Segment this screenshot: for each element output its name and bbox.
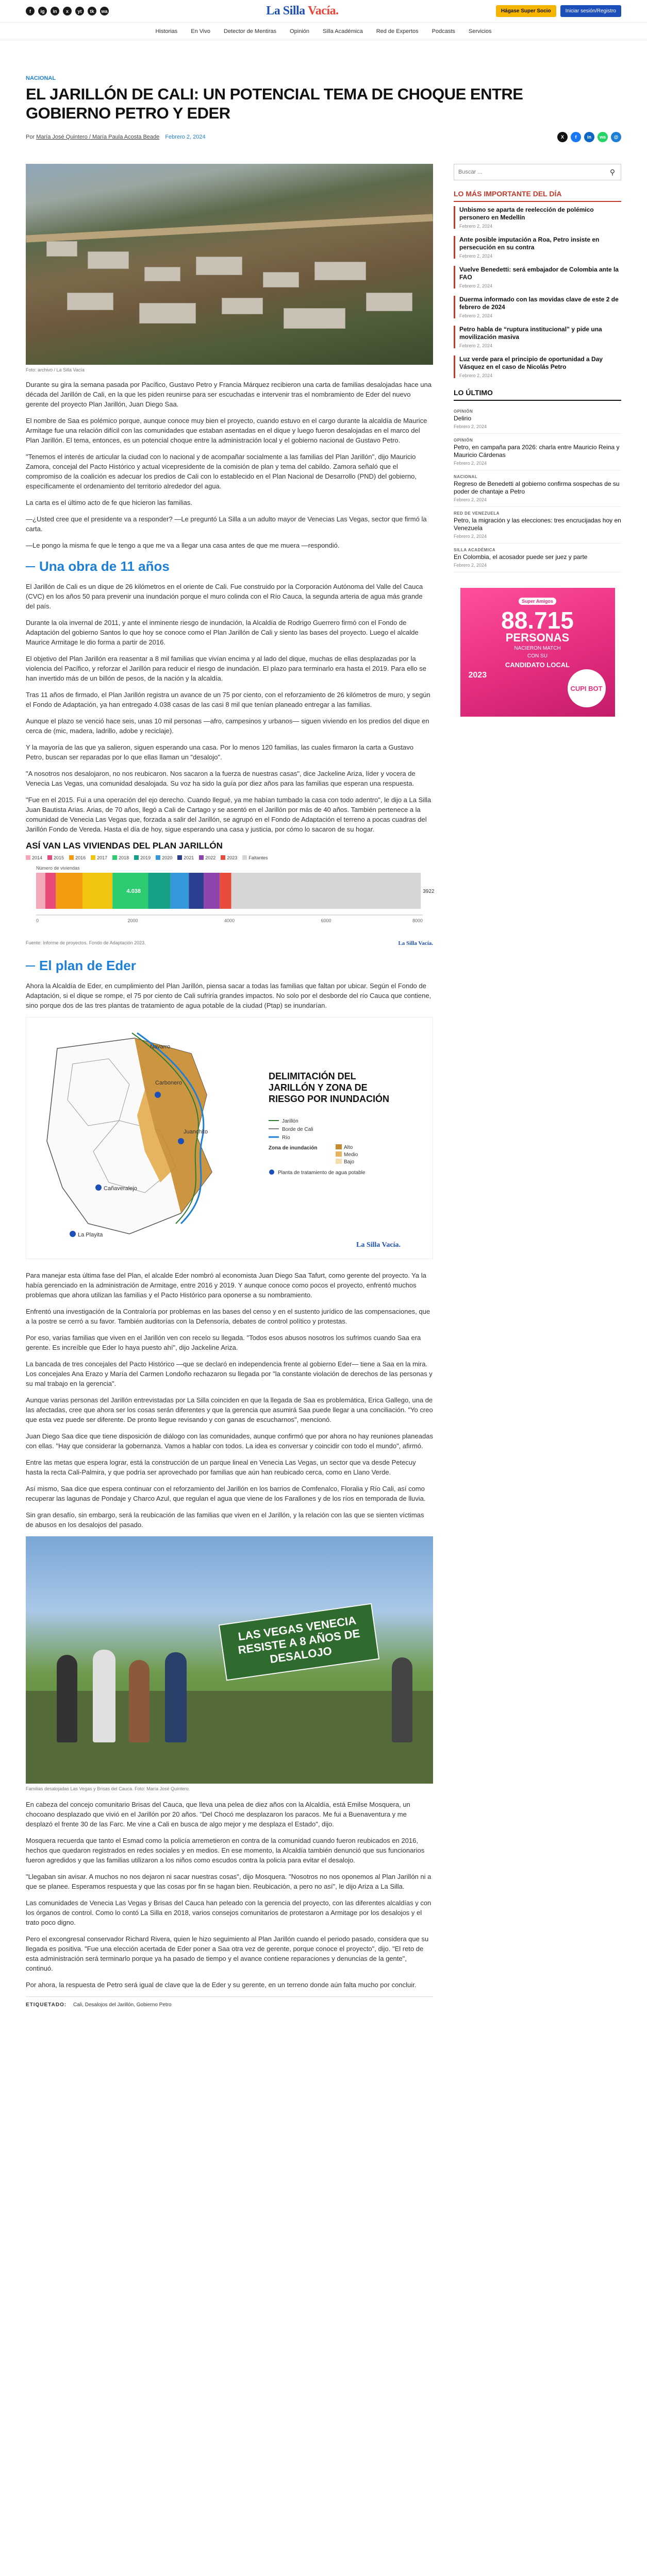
search-box (454, 164, 621, 180)
ad-word: PERSONAS (505, 631, 570, 644)
paragraph: Aunque varias personas del Jarillón entrevistadas por La Silla coinciden en que la llegada de Saa es problemática, Erica Gallego, una de las afectadas, cree que ahora ser los cosas serán diferentes y que la gerencia que asumirá Saa puede llegar a una conciliación. "Yo creo que esta vez puede ser diferente. De pronto llegue revisando y con ganas de escucharnos", mencionó. (26, 1396, 433, 1423)
main-nav (0, 23, 647, 40)
map-label: Juanchito (184, 1129, 208, 1135)
paragraph: Para manejar esta última fase del Plan, el alcalde Eder nombró al economista Juan Diego Saa Tafurt, como gerente del proyecto. Ya la había gerenciado en la administración de Armitage, entre 2016 y 2019. Y aunque conoce como pocos el proyecto, enfrentó muchos problemas que ahora utilizan las familias y el Pacto Histórico para oponerse a su nombramiento. (26, 1272, 426, 1299)
important-item-title: Petro habla de “ruptura institucional” y pide una movilización masiva (459, 326, 602, 341)
latest-item-title: Regreso de Benedetti al gobierno confirma sospechas de su poder de chantaje a Petro (454, 480, 620, 495)
chart-bar-label: 4.038 (126, 888, 141, 894)
paragraph: Durante la ola invernal de 2011, y ante el inminente riesgo de inundación, la Alcaldía de Rodrigo Guerrero firmó con el Fondo de Adaptación del gobierno Santos lo que hoy se conoce como el Plan Jarillón de Cali y siento las bases del proyecto. Luego el alcalde Maurice Armitage le dio forma a partir de 2016. (26, 619, 419, 646)
latest-item-date: Febrero 2, 2024 (454, 424, 487, 429)
section-heading-plan: El plan de Eder (26, 958, 433, 974)
hero-photo (26, 164, 433, 365)
svg-text:Alto: Alto (344, 1145, 353, 1150)
x-icon[interactable]: x (63, 7, 72, 15)
tags-list[interactable]: Cali, Desalojos del Jarillón, Gobierno Petro (73, 2002, 172, 2008)
important-item-title: Vuelve Benedetti: será embajador de Colombia ante la FAO (459, 266, 619, 281)
latest-item[interactable] (454, 544, 621, 572)
paragraph: "A nosotros nos desalojaron, no nos reubicaron. Nos sacaron a la fuerza de nuestras casas", dice Jackeline Ariza, líder y vocera de Venecia Las Vegas, una comunidad desalojada. Su voz ha sido la guía por diez años para las familias que esperan una respuesta. (26, 770, 416, 787)
important-item-date: Febrero 2, 2024 (459, 343, 493, 348)
search-input[interactable] (454, 164, 604, 180)
paragraph: Por eso, varias familias que viven en el Jarillón ven con recelo su llegada. "Todos esos abusos nosotros los sufrimos cuando Saa era gerente. Es increíble que Eder lo haya puesto ahí", dijo Jackeline Ariza. (26, 1334, 421, 1351)
paragraph: El Jarillón de Cali es un dique de 26 kilómetros en el oriente de Cali. Fue construido por la Corporación Autónoma del Valle del Cauca (CVC) en los años 50 para prevenir una inundación porque el muro colinda con el Río Cauca, la segunda arteria de agua más grande del país. (26, 583, 423, 610)
latest-item-date: Febrero 2, 2024 (454, 461, 487, 466)
paragraph: Juan Diego Saa dice que tiene disposición de diálogo con las comunidades, aunque confirmó que por ahora no hay reuniones planeadas con ellas. "Hay que considerar la gobernanza. Vamos a hablar con todos. La idea es conversar y coincidir con todo el mundo", afirmó. (26, 1432, 433, 1450)
svg-text:Jarillón: Jarillón (282, 1118, 298, 1124)
share-whatsapp-icon[interactable]: wa (598, 132, 608, 142)
chart-title: ASÍ VAN LAS VIVIENDAS DEL PLAN JARILLÓN (26, 841, 223, 851)
chart-tick-label: 0 (36, 918, 39, 923)
ad-line1: NACIERON MATCH (514, 646, 561, 651)
legend-entry: 2022 (199, 855, 215, 860)
site-logo[interactable] (266, 4, 338, 18)
svg-text:La Silla Vacía.: La Silla Vacía. (356, 1241, 401, 1249)
whatsapp-icon[interactable]: wa (100, 7, 109, 15)
protest-photo (26, 1536, 433, 1784)
byline (26, 132, 621, 142)
photo-banner: LAS VEGAS VENECIA RESISTE A 8 AÑOS DE DESALOJO (219, 1603, 379, 1681)
important-item-title: Ante posible imputación a Roa, Petro insiste en persecución en su contra (459, 236, 600, 251)
map-label: Cañaveralejo (104, 1185, 137, 1192)
nav-opinion[interactable]: Opinión (290, 28, 310, 35)
paragraph: "Llegaban sin avisar. A muchos no nos dejaron ni sacar nuestras cosas", dijo Mosquera. "Nosotros no nos oponemos al Plan Jarillón ni a que se planee. Esperamos respuesta y que las cosas por fin se hagan bien. Reubicación, a pero no así", le dijo Ariza a La Silla. (26, 1873, 432, 1890)
chart-bar-segment (56, 873, 82, 909)
latest-item-title: Petro, en campaña para 2026: charla entre Mauricio Reina y Mauricio Cárdenas (454, 444, 620, 459)
jarillon-map (26, 1017, 433, 1259)
important-item-title: Duerma informado con las movidas clave de este 2 de febrero de 2024 (459, 296, 619, 311)
nav-podcasts[interactable]: Podcasts (432, 28, 455, 35)
important-item-date: Febrero 2, 2024 (459, 283, 493, 289)
facebook-icon[interactable]: f (26, 7, 35, 15)
important-item-title: Unbismo se aparta de reelección de polémico personero en Medellín (459, 206, 594, 221)
important-item[interactable] (454, 296, 621, 318)
chart-tick-label: 6000 (321, 918, 331, 923)
chart-tick-label: 8000 (412, 918, 423, 923)
latest-item-kicker: OPINIÓN (454, 409, 473, 414)
map-title: JARILLÓN Y ZONA DE (269, 1082, 368, 1093)
important-list (454, 206, 621, 378)
important-item-title: Luz verde para el principio de oportunidad a Day Vásquez en el caso de Nicolás Petro (459, 355, 603, 370)
share-email-icon[interactable]: @ (611, 132, 621, 142)
nav-silla-academica[interactable]: Silla Académica (323, 28, 363, 35)
section-heading-obra: Una obra de 11 años (26, 558, 433, 574)
paragraph: Sin gran desafío, sin embargo, será la reubicación de las familias que viven en el Jarillón, y la relación con las que se sienten víctimas de abusos en los desalojos del pasado. (26, 1511, 424, 1529)
author-links[interactable]: María José Quintero / María Paula Acosta Beade (36, 134, 160, 140)
paragraph: Así mismo, Saa dice que espera continuar con el reforzamiento del Jarillón en los barrios de Comfenalco, Floralia y Río Cali, así como recuperar las lagunas de Pondaje y Charco Azul, que regulan el agua que viene de los Farallones y de los ríos en temporada de lluvia. (26, 1485, 426, 1502)
important-item[interactable] (454, 355, 621, 378)
article-header (0, 75, 647, 142)
share-buttons (557, 132, 621, 142)
chart-bar-segment (231, 873, 421, 909)
important-item-date: Febrero 2, 2024 (459, 253, 493, 259)
paragraph: Durante su gira la semana pasada por Pacífico, Gustavo Petro y Francia Márquez recibieron una carta de familias desalojadas hace una década del Jarillón de Cali, en la que les piden reunirse para ser escuchadas e intervenir tras el nombramiento de Eder del nuevo gerente del proyecto Plan Jarillón, Juan Diego Saa. (26, 381, 432, 408)
paragraph: La bancada de tres concejales del Pacto Histórico —que se declaró en independencia frente al gobierno Eder— tiene a Saa en la mira. Los concejales Ana Erazo y María del Carmen Londoño rechazaron su llegada por "la constante violación de derechos de las personas y su mal trabajo en la gerencia". (26, 1360, 433, 1387)
nav-detector[interactable]: Detector de Mentiras (224, 28, 277, 35)
map-label: Carbonero (155, 1080, 182, 1086)
svg-text:Río: Río (282, 1135, 290, 1141)
latest-item-title: Petro, la migración y las elecciones: tres encrucijadas hoy en Venezuela (454, 517, 621, 532)
paragraph: —Le pongo la misma fe que le tengo a que me va a llegar una casa antes de que me muera —respondió. (26, 541, 340, 549)
nav-servicios[interactable]: Servicios (468, 28, 492, 35)
legend-entry: 2015 (47, 855, 64, 860)
hero-caption: Foto: archivo / La Silla Vacía (26, 367, 85, 372)
chart-bar-label: 3922 (423, 889, 435, 894)
important-item-date: Febrero 2, 2024 (459, 224, 493, 229)
chart-svg (26, 863, 433, 936)
logo-text: La Silla (266, 4, 305, 18)
important-item-date: Febrero 2, 2024 (459, 313, 493, 318)
chart-brand: La Silla Vacía. (398, 940, 433, 946)
ad-tag: Super Amigos (519, 598, 556, 605)
legend-entry: 2019 (134, 855, 151, 860)
paragraph: Entre las metas que espera lograr, está la construcción de un parque lineal en Venecia Las Vegas, un sector que va desde Petecuy hasta la recta Cali-Palmira, y que podría ser aprovechado por familias que aún han reubicado cerca, como en Llano Verde. (26, 1459, 416, 1476)
social-links (26, 7, 109, 15)
tags-label: ETIQUETADO: (26, 2002, 67, 2008)
paragraph: Pero el excongresal conservador Richard Rivera, quien le hizo seguimiento al Plan Jarillón cuando el periodo pasado, considera que su llegada es positiva. "Fue una elección acertada de Eder poner a Saa otra vez de gerente, porque conoce el proyecto", dijo. "El reto de esta administración será terminarlo porque ya ha pasado de tiempo y el avance contiene reparaciones y denuncias de la gente", continuó. (26, 1935, 429, 1972)
chart-bar-segment (171, 873, 189, 909)
accent-bar (454, 355, 455, 378)
paragraph: El nombre de Saa es polémico porque, aunque conoce muy bien el proyecto, cuando estuvo en el cargo durante la alcaldía de Maurice Armitage fue una relación difícil con las comunidades que estaban asentadas en el dique y luego fueron desalojadas en el marco del Plan Jarillón. El tema, entonces, es un potencial choque entre la administración local y el gobierno nacional de Gustavo Petro. (26, 417, 427, 444)
article-title: EL JARILLÓN DE CALI: UN POTENCIAL TEMA DE CHOQUE ENTRE GOBIERNO PETRO Y EDER (26, 85, 523, 122)
latest-list (454, 405, 621, 572)
linkedin-icon[interactable]: in (51, 7, 59, 15)
nav-en-vivo[interactable]: En Vivo (191, 28, 210, 35)
legend-entry: 2018 (112, 855, 129, 860)
sidebar (454, 164, 621, 2008)
chart-bar-segment (204, 873, 220, 909)
legend-entry: 2021 (177, 855, 194, 860)
paragraph: La carta es el último acto de fe que hicieron las familias. (26, 499, 193, 506)
svg-text:Planta de tratamiento de agua: Planta de tratamiento de agua potable (278, 1170, 366, 1176)
legend-entry: 2017 (91, 855, 107, 860)
accent-bar (454, 296, 455, 318)
byline-prefix: Por (26, 134, 35, 140)
share-linkedin-icon[interactable]: in (584, 132, 594, 142)
svg-text:Bajo: Bajo (344, 1159, 355, 1165)
paragraph: —¿Usted cree que el presidente va a responder? —Le preguntó La Silla a un adulto mayor de Venecias Las Vegas, sector que firmó la carta. (26, 515, 427, 533)
chart-bar-segment (45, 873, 56, 909)
paragraph: Por ahora, la respuesta de Petro será igual de clave que la de Eder y su gerente, en un terreno donde aún falta mucho por concluir. (26, 1981, 417, 1989)
logo-accent: Vacía. (308, 4, 339, 18)
ad-line3: CANDIDATO LOCAL (505, 661, 570, 669)
svg-text:Zona de inundación: Zona de inundación (269, 1145, 318, 1151)
latest-item-kicker: RED DE VENEZUELA (454, 511, 500, 516)
latest-item[interactable] (454, 470, 621, 507)
paragraph: El objetivo del Plan Jarillón era reasentar a 8 mil familias que vivían encima y al lado del dique, muchas de ellas desplazadas por la violencia del Pacífico, y reforzar el Jarillón para reducir el riesgo de inundación. El plazo para terminarlo era hasta el 2019. Para ello se han invertido más de un billón de pesos, de la nación y la alcaldía. (26, 655, 426, 682)
paragraph: "Tenemos el interés de articular la ciudad con lo nacional y de acompañar socialmente a las familias del Plan Jarillón", dijo Mauricio Zamora, concejal del Pacto Histórico y actual vicepresidente de la comisión de plan y tema del cabildo. Zamora señaló que el compromiso de la coalición es adecuar los predios de Cali con lo establecido en el Plan Nacional de Desarrollo (PND) del gobierno, específicamente el ordenamiento del territorio alrededor del agua. (26, 453, 417, 490)
search-icon[interactable]: ⚲ (609, 167, 616, 176)
photo-caption: Familias desalojadas Las Vegas y Brisas del Cauca. Foto: María José Quintero. (26, 1786, 190, 1791)
share-facebook-icon[interactable]: f (571, 132, 581, 142)
paragraph: Ahora la Alcaldía de Eder, en cumplimiento del Plan Jarillón, piensa sacar a todas las familias que faltan por ubicar. Según el Fondo de Adaptación, si el dique se rompe, el 75 por ciento de Cali sufriría grandes impactos. No solo por el desborde del río Cauca que contiene, sino porque dos de las tres plantas de tratamiento de agua potable de la ciudad (Ptap) se inundarían. (26, 982, 432, 1009)
paragraph: "Fue en el 2015. Fui a una operación del ejo derecho. Cuando llegué, ya me habían tumbado la casa con todo adentro", le dijo a La Silla Juan Bautista Arias. Arias, de 70 años, llegó a Cali de Cartago y se asentó en el Jarillón por más de 40 años. También pertenece a la comunidad de Venecia Las Vegas que, forzada a salir del Jarillón, se agrupó en el Fondo de Adaptación el terreno a pocas cuadras del Jarillón Fondo de Vereda. Hasta el día de hoy, sigue esperando una casa y justicia, por cómo lo sacaron de su hogar. (26, 796, 432, 833)
paragraph: Tras 11 años de firmado, el Plan Jarillón registra un avance de un 75 por ciento, con el reforzamiento de 26 kilómetros de muro, y según el Fondo de Adaptación, ya han entregado 4.038 casas de las casi 8 mil que tenían planeado entregar a las familias. (26, 691, 430, 708)
nav-historias[interactable]: Historias (155, 28, 178, 35)
latest-item[interactable] (454, 405, 621, 434)
accent-bar (454, 266, 455, 289)
share-x-icon[interactable]: X (557, 132, 568, 142)
svg-text:Medio: Medio (344, 1152, 358, 1158)
map-label: Navarro (150, 1044, 171, 1050)
legend-entry: Faltantes (242, 855, 268, 860)
paragraph: Y la mayoría de las que ya salieron, siguen esperando una casa. Por lo menos 120 familias, las cuales firmaron la carta a Gustavo Petro, buscan ser reparadas por lo que ellas llaman un "desalojo". (26, 743, 414, 761)
chart-tick-label: 4000 (224, 918, 235, 923)
chart-bar-segment (82, 873, 112, 909)
ad-number: 88.715 (501, 607, 574, 634)
youtube-icon[interactable]: yt (75, 7, 84, 15)
map-svg (26, 1018, 434, 1260)
ad-brand-badge: CUPI BOT (568, 669, 606, 707)
latest-item-title: En Colombia, el acosador puede ser juez y parte (454, 553, 588, 561)
nav-red-expertos[interactable]: Red de Expertos (376, 28, 419, 35)
chart-legend (26, 855, 433, 860)
important-item[interactable] (454, 206, 621, 229)
tiktok-icon[interactable]: tk (88, 7, 96, 15)
latest-item[interactable] (454, 434, 621, 470)
accent-bar (454, 326, 455, 348)
ad-line2: CON SU (527, 653, 548, 659)
important-item[interactable] (454, 266, 621, 289)
legend-entry: 2020 (156, 855, 172, 860)
login-button[interactable]: Iniciar sesión/Registro (560, 5, 621, 17)
latest-item-date: Febrero 2, 2024 (454, 534, 487, 539)
chart-bar-head: Número de viviendas (36, 866, 80, 871)
latest-item-kicker: SILLA ACADÉMICA (454, 548, 496, 552)
map-label: La Playita (78, 1232, 103, 1238)
latest-item-kicker: OPINIÓN (454, 438, 473, 443)
article-body (26, 164, 433, 2008)
accent-bar (454, 236, 455, 259)
instagram-icon[interactable]: ig (38, 7, 47, 15)
subscribe-button[interactable]: Hágase Super Socio (496, 5, 556, 17)
latest-heading: LO ÚLTIMO (454, 388, 621, 401)
latest-item-title: Delirio (454, 415, 472, 422)
paragraph: Aunque el plazo se venció hace seis, unas 10 mil personas —afro, campesinos y urbanos— siguen viviendo en los predios del dique en cerca de (mic, madera, ladrillo, adobe y reciclaje). (26, 717, 429, 735)
chart-bar-segment (148, 873, 171, 909)
latest-item-date: Febrero 2, 2024 (454, 563, 487, 568)
article-tags (26, 1996, 433, 2008)
important-item-date: Febrero 2, 2024 (459, 373, 493, 378)
important-item[interactable] (454, 236, 621, 259)
chart-bar-segment (189, 873, 204, 909)
article-date: Febrero 2, 2024 (165, 134, 206, 140)
legend-entry: 2023 (221, 855, 237, 860)
housing-chart (26, 841, 433, 946)
paragraph: Las comunidades de Venecia Las Vegas y Brisas del Cauca han peleado con la gerencia del proyecto, con las diferentes alcaldías y con los órganos de control. Como lo contó La Silla en 2018, varios consejos comunitarios de protestaron a Armitage por los desalojos y el trato poco digno. (26, 1899, 432, 1926)
chart-bar-segment (220, 873, 231, 909)
latest-item-date: Febrero 2, 2024 (454, 497, 487, 502)
accent-bar (454, 206, 455, 229)
chart-source: Fuente: Informe de proyectos. Fondo de Adaptación 2023. (26, 940, 146, 945)
latest-item-kicker: NACIONAL (454, 474, 478, 479)
important-item[interactable] (454, 326, 621, 348)
map-title: DELIMITACIÓN DEL (269, 1071, 356, 1081)
article-category[interactable]: NACIONAL (26, 75, 56, 81)
chart-bar-segment (36, 873, 45, 909)
legend-entry: 2016 (69, 855, 86, 860)
advertisement[interactable] (460, 588, 615, 717)
legend-entry: 2014 (26, 855, 42, 860)
paragraph: En cabeza del concejo comunitario Brisas del Cauca, que lleva una pelea de diez años con la Alcaldía, está Emilse Mosquera, un chocoano desplazado que vivió en el Jarillón por 20 años. "Del Chocó me desplazaron los paracos. Me fui a Buenaventura y me desplazó el frente 30 de las Farc. Me vine a Cali en busca de algo mejor y me desplaza el Estado", dijo. (26, 1801, 410, 1828)
latest-item[interactable] (454, 507, 621, 544)
top-bar (0, 0, 647, 23)
svg-text:Borde de Cali: Borde de Cali (282, 1127, 313, 1132)
chart-tick-label: 2000 (127, 918, 138, 923)
important-heading: LO MÁS IMPORTANTE DEL DÍA (454, 190, 621, 202)
paragraph: Mosquera recuerda que tanto el Esmad como la policía arremetieron en contra de la comunidad cuando fueron reubicados en 2016, hechos que quedaron registrados en redes sociales y en medios. En ese momento, la Alcaldía también denunció que sus funcionarios fueron agredidos y que las familias utilizaron a los niños como escudos contra la policía para evitar el desalojo. (26, 1837, 425, 1864)
paragraph: Enfrentó una investigación de la Contraloría por problemas en las bases del censo y en el sustento jurídico de las compensaciones, que a la postre se cerró a su favor. También auditorías con la Defensoría, debates de control político y protestas. (26, 1308, 430, 1325)
ad-year: 2023 (468, 671, 487, 680)
map-title: RIESGO POR INUNDACIÓN (269, 1094, 390, 1104)
